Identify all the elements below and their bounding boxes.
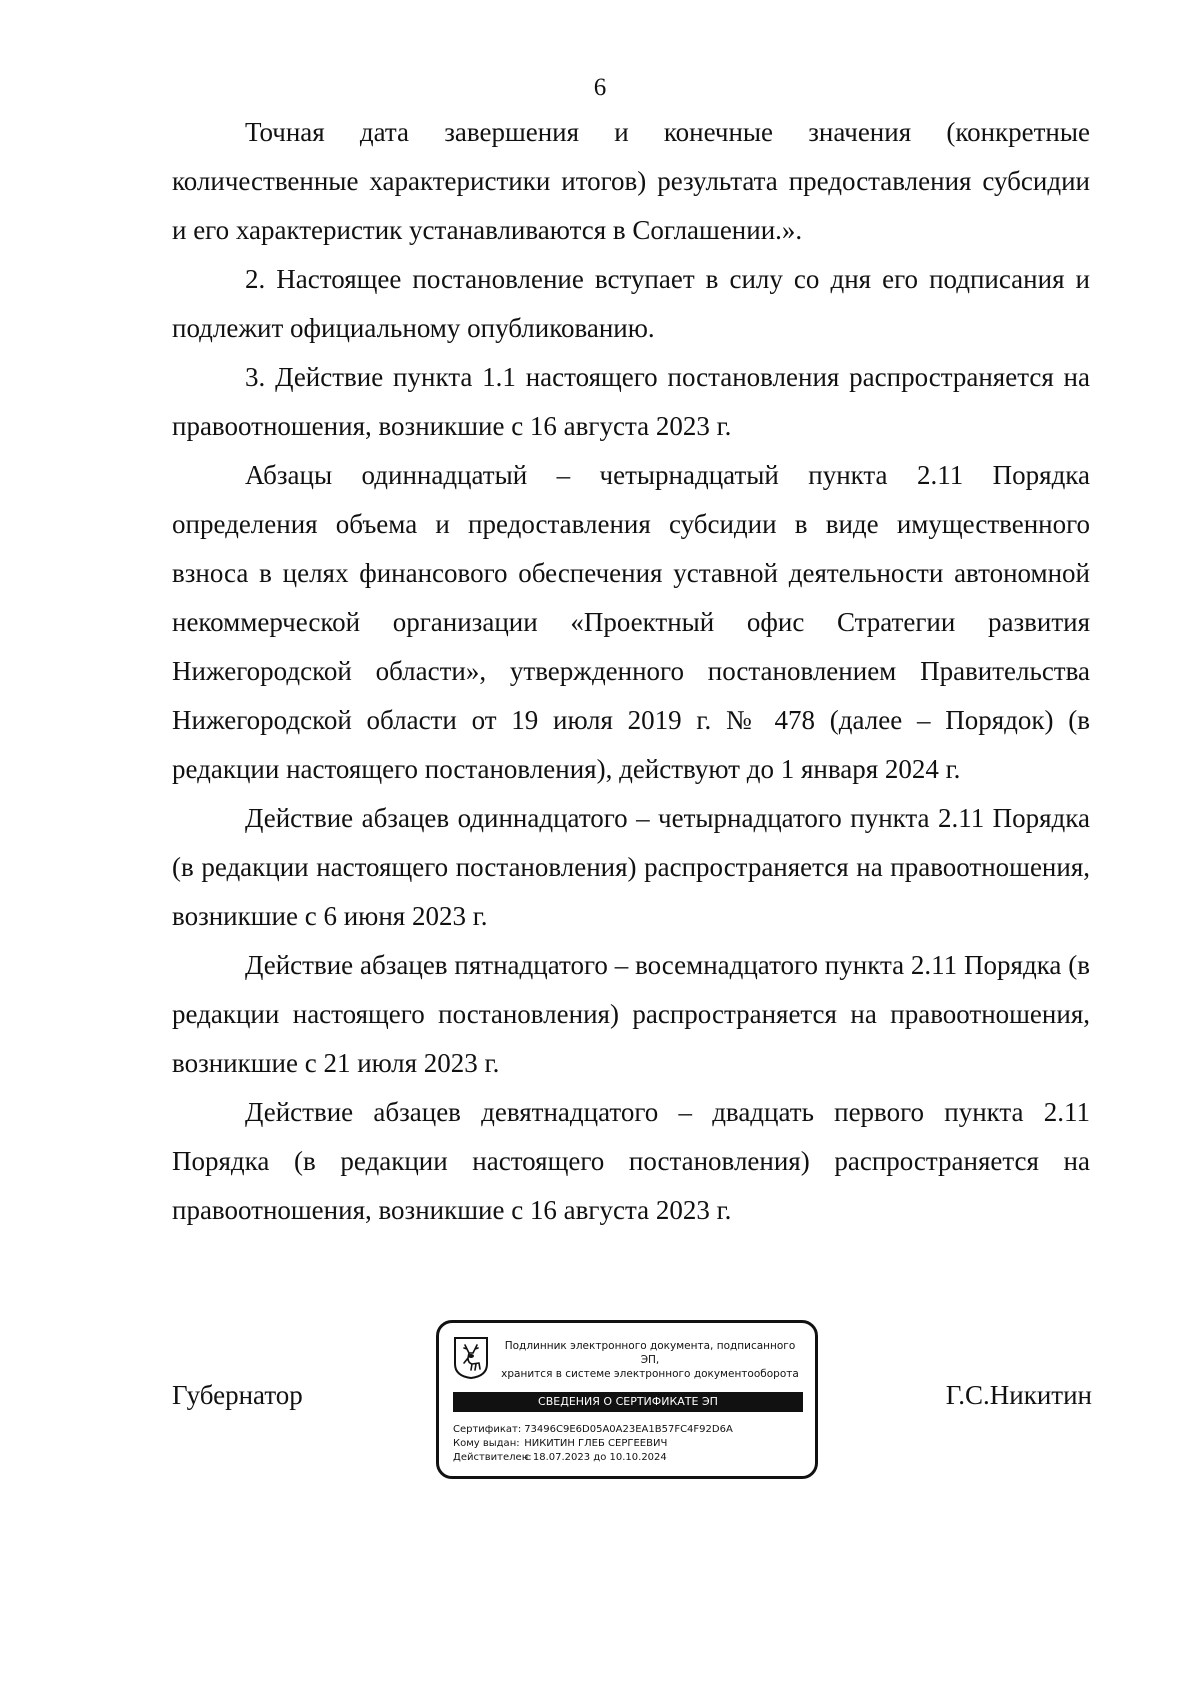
certificate-details [453, 1423, 803, 1465]
paragraph: 2. Настоящее постановление вступает в силу со дня его подписания и подлежит официальному опубликованию. [172, 264, 1090, 343]
valid-row [453, 1451, 803, 1465]
stamp-note-line: хранится в системе электронного документооборота [501, 1368, 799, 1380]
paragraph: Абзацы одиннадцатый – четырнадцатый пункта 2.11 Порядка определения объема и предоставления субсидии в виде имущественного взноса в целях финансового обеспечения уставной деятельности автономной некоммерческой организации «Проектный офис Стратегии развития Нижегородской области», утвержденного постановлением Правительства Нижегородской области от 19 июля 2019 г. № 478 (далее – Порядок) (в редакции настоящего постановления), действуют до 1 января 2024 г. [172, 460, 1090, 784]
paragraph: Точная дата завершения и конечные значения (конкретные количественные характеристики итогов) результата предоставления субсидии и его характеристик устанавливаются в Соглашении.». [172, 117, 1090, 245]
valid-label: Действителен: [453, 1452, 532, 1463]
page-number: 6 [593, 74, 607, 101]
certificate-label: Сертификат: [453, 1424, 522, 1435]
paragraph: Действие абзацев девятнадцатого – двадцать первого пункта 2.11 Порядка (в редакции настоящего постановления) распространяется на правоотношения, возникшие с 16 августа 2023 г. [172, 1097, 1090, 1225]
paragraph: 3. Действие пункта 1.1 настоящего постановления распространяется на правоотношения, возникшие с 16 августа 2023 г. [172, 362, 1090, 441]
issued-to-row [453, 1437, 803, 1451]
certificate-row [453, 1423, 803, 1437]
stamp-note-line: Подлинник электронного документа, подписанного ЭП, [504, 1340, 796, 1366]
document-body [172, 108, 1090, 1235]
valid-value: с 18.07.2023 до 10.10.2024 [524, 1452, 667, 1463]
issued-to-label: Кому выдан: [453, 1438, 520, 1449]
signatory-position: Губернатор [172, 1380, 303, 1410]
stamp-note [495, 1339, 805, 1381]
paragraph: Действие абзацев одиннадцатого – четырнадцатого пункта 2.11 Порядка (в редакции настоящего постановления) распространяется на правоотношения, возникшие с 6 июня 2023 г. [172, 803, 1090, 931]
stamp-header: СВЕДЕНИЯ О СЕРТИФИКАТЕ ЭП [453, 1392, 803, 1412]
deer-emblem-icon [453, 1336, 489, 1380]
signatory-name: Г.С.Никитин [945, 1380, 1092, 1410]
certificate-value: 73496C9E6D05A0A23EA1B57FC4F92D6A [524, 1424, 733, 1435]
issued-to-value: НИКИТИН ГЛЕБ СЕРГЕЕВИЧ [524, 1438, 668, 1449]
paragraph: Действие абзацев пятнадцатого – восемнадцатого пункта 2.11 Порядка (в редакции настоящего постановления) распространяется на правоотношения, возникшие с 21 июля 2023 г. [172, 950, 1090, 1078]
electronic-signature-stamp [436, 1320, 818, 1479]
